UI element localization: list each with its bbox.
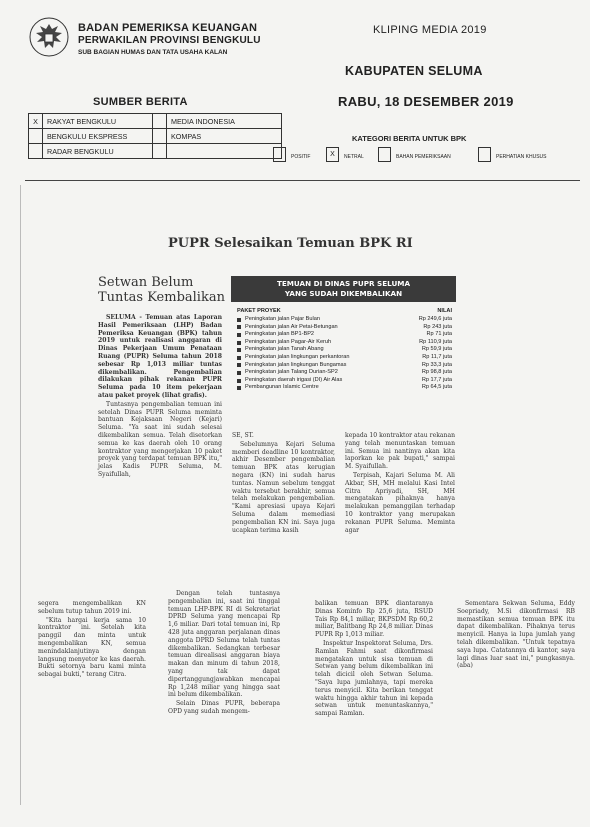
source-checkbox xyxy=(153,144,167,159)
category-checkbox xyxy=(378,147,391,162)
findings-infobox xyxy=(231,276,456,392)
org-name-block xyxy=(78,22,261,57)
category-item-positif xyxy=(273,147,310,162)
subhead-line: Setwan Belum xyxy=(98,275,194,290)
project-value: Rp 71 juta xyxy=(426,331,452,338)
project-name: Peningkatan jalan Pajar Bulan xyxy=(237,316,320,324)
project-value: Rp 243 juta xyxy=(423,323,452,330)
project-name: Peningkatan jalan Talang Durian-SP2 xyxy=(237,369,338,377)
category-title: KATEGORI BERITA UNTUK BPK xyxy=(352,134,467,143)
infobox-col-project: PAKET PROYEK xyxy=(237,308,281,314)
article-paragraph: balikan temuan BPK diantaranya Dinas Kominfo Rp 25,6 juta, RSUD Tais Rp 84,1 miliar, BKPSDM Rp 60,2 miliar, Balitbang Rp 24,8 miliar. Dinas PUPR Rp 1,013 miliar. xyxy=(315,600,433,639)
source-checkbox xyxy=(153,114,167,129)
table-row xyxy=(29,129,282,144)
category-item-perhatian-khusus xyxy=(478,147,546,162)
header-divider xyxy=(25,180,580,181)
infobox-header xyxy=(231,302,456,316)
infobox-row xyxy=(231,331,456,339)
infobox-row xyxy=(231,384,456,392)
article-paragraph: Tuntasnya pengembalian temuan ini setelah Dinas PUPR Seluma meminta bantuan Kejaksaan Negeri (Kejari) Seluma. "Ya saat ini sudah selesai dikembalikan semua. Telah disetorkan semua ke kas daerah oleh 10 orang kontraktor yang mengerjakan 10 paket proyek yang terdapat temuan BPK itu," jelas Kadis PUPR Seluma, M. Syaifullah, xyxy=(98,400,222,478)
category-item-bahan-pemeriksaan xyxy=(378,147,451,162)
source-checkbox xyxy=(153,129,167,144)
category-label: PERHATIAN KHUSUS xyxy=(496,154,547,160)
infobox-title-line: TEMUAN DI DINAS PUPR SELUMA xyxy=(276,279,411,288)
source-checkbox: X xyxy=(29,114,43,129)
project-value: Rp 98,8 juta xyxy=(421,369,452,376)
source-name: RADAR BENGKULU xyxy=(43,144,153,159)
infobox-row xyxy=(231,362,456,370)
source-checkbox xyxy=(29,129,43,144)
article-column-2 xyxy=(232,432,335,534)
source-name: RAKYAT BENGKULU xyxy=(43,114,153,129)
article-subhead xyxy=(98,276,225,306)
infobox-row xyxy=(231,346,456,354)
kliping-title: KLIPING MEDIA 2019 xyxy=(373,24,487,36)
infobox-title-line: YANG SUDAH DIKEMBALIKAN xyxy=(284,289,403,298)
infobox-title xyxy=(231,276,456,302)
infobox-row xyxy=(231,354,456,362)
project-value: Rp 33,3 juta xyxy=(421,361,452,368)
region-title: KABUPATEN SELUMA xyxy=(345,64,483,78)
subhead-line: Tuntas Kembalikan xyxy=(98,289,225,305)
sources-table xyxy=(28,113,282,159)
infobox-row xyxy=(231,339,456,347)
source-name: KOMPAS xyxy=(167,129,282,144)
article-paragraph: Selain Dinas PUPR, beberapa OPD yang sudah mengem- xyxy=(168,700,280,715)
article-paragraph: Inspektur Inspektorat Seluma, Drs. Ramlan Fahmi saat dikonfirmasi mengatakan untuk sisa temuan di Setwan yang belum dikembalikan ini telah dicicil oleh Setwan Seluma. "Saya lupa jumlahnya, tapi mereka terus menyicil. Kita berikan tenggat waktu hingga akhir tahun ini kepada setwan untuk menuntaskannya," sampai Ramlan. xyxy=(315,639,433,718)
project-name: Peningkatan jalan Pagar-Air Keruh xyxy=(237,339,331,347)
article-paragraph: Terpisah, Kajari Seluma M. Ali Akbar, SH, MH melalui Kasi Intel Citra Apriyadi, SH, MH mengatakan pihaknya hanya melakukan pemanggilan terhadap 10 kontraktor yang merupakan rekanan PUPR Seluma. Meminta agar xyxy=(345,471,455,534)
project-value: Rp 11,7 juta xyxy=(422,353,452,360)
source-name: MEDIA INDONESIA xyxy=(167,114,282,129)
article-paragraph: segera mengembalikan KN sebelum tutup tahun 2019 ini. xyxy=(38,600,146,615)
category-checkbox xyxy=(273,147,286,162)
project-name: Peningkatan jalan lingkungan perkantoran xyxy=(237,354,350,362)
article-column-4 xyxy=(38,600,146,679)
source-name xyxy=(167,144,282,159)
source-checkbox xyxy=(29,144,43,159)
infobox-row xyxy=(231,324,456,332)
clipping-edge xyxy=(20,185,21,805)
article-paragraph: Dengan telah tuntasnya pengembalian ini, saat ini tinggal temuan LHP-BPK RI di Sekretariat DPRD Seluma yang mencapai Rp 1,6 miliar. Dari total temuan ini, Rp 428 juta anggaran perjalanan dinas anggota DPRD Seluma telah tuntas dikembalikan. Sedangkan terbesar temuan direalisasi anggaran biaya makan dan minum di tahun 2018, yang tak dapat dipertanggungjawabkan mencapai Rp 1,248 miliar yang hingga saat ini belum dikembalikan. xyxy=(168,590,280,699)
infobox-col-value: NILAI xyxy=(437,308,452,314)
article-column-1 xyxy=(98,314,222,479)
category-item-netral xyxy=(326,147,364,162)
table-row xyxy=(29,114,282,129)
project-name: Peningkatan jalan Tanah Abang xyxy=(237,346,324,354)
article-paragraph: "Kita hargai kerja sama 10 kontraktor ini. Setelah kita panggil dan minta untuk mengembalikan KN, semua menindaklanjutinya dengan langsung menyetor ke kas daerah. Bukti setornya baru kami minta sebagai bukti," terang Citra. xyxy=(38,616,146,679)
project-name: Peningkatan jalan Air Petai-Betungan xyxy=(237,324,338,332)
table-row xyxy=(29,144,282,159)
article-paragraph: kepada 10 kontraktor atau rekanan yang telah menuntaskan temuan ini. Semua ini nantinya akan kita laporkan ke pak bupati," sampai M. Syaifullah. xyxy=(345,432,455,471)
category-checkbox: X xyxy=(326,147,339,162)
clipping-date: RABU, 18 DESEMBER 2019 xyxy=(338,94,514,109)
project-value: Rp 64,5 juta xyxy=(421,384,452,391)
project-value: Rp 249,6 juta xyxy=(418,316,452,322)
category-label: POSITIF xyxy=(291,154,311,160)
infobox-row xyxy=(231,316,456,324)
project-name: Peningkatan jalan BP1-BP2 xyxy=(237,331,314,339)
source-name: BENGKULU EKSPRESS xyxy=(43,129,153,144)
project-value: Rp 59,9 juta xyxy=(421,346,452,353)
project-value: Rp 17,7 juta xyxy=(421,376,452,383)
infobox-row xyxy=(231,377,456,385)
category-label: BAHAN PEMERIKSAAN xyxy=(396,154,451,160)
category-checkbox xyxy=(478,147,491,162)
article-column-3 xyxy=(345,432,455,534)
article-column-5 xyxy=(168,590,280,716)
article-column-6 xyxy=(315,600,433,718)
project-name: Peningkatan jalan lingkungan Bungamas xyxy=(237,362,346,370)
article-column-7 xyxy=(457,600,575,670)
org-line-2: PERWAKILAN PROVINSI BENGKULU xyxy=(78,34,261,46)
article-paragraph: Sementara Sekwan Seluma, Eddy Soepriady, M.Si dikonfirmasi RB memastikan semua temuan BPK itu dapat dikembalikan. Pihaknya terus menyicil. Hanya ia lupa jumlah yang telah dikembalikan. "Untuk tepatnya saya lupa. Catatannya di kantor, saya lagi dinas luar saat ini," pungkasnya.(aba) xyxy=(457,600,575,670)
article-paragraph: Sebelumnya Kejari Seluma memberi deadline 10 kontraktor, akhir Desember pengembalian temuan BPK atas kerugian negara (KN) ini sudah harus tuntas. Namun sebelum tenggat waktu tersebut berakhir, semua telah melakukan pengembalian. "Kami apresiasi upaya Kejari Seluma dalam memediasi pengembalian KN ini. Saya juga ucapkan terima kasih xyxy=(232,440,335,534)
infobox-row xyxy=(231,369,456,377)
project-name: Peningkatan daerah irigasi (DI) Air Alas xyxy=(237,377,342,385)
project-value: Rp 110,9 juta xyxy=(419,338,452,345)
project-name: Pembangunan Islamic Centre xyxy=(237,384,319,392)
category-label: NETRAL xyxy=(344,154,364,160)
org-line-1: BADAN PEMERIKSA KEUANGAN xyxy=(78,22,258,34)
article-headline: PUPR Selesaikan Temuan BPK RI xyxy=(168,236,413,251)
article-paragraph: SE, ST. xyxy=(232,432,254,439)
garuda-emblem-icon xyxy=(28,16,70,58)
sources-title: SUMBER BERITA xyxy=(93,96,188,108)
article-paragraph: SELUMA - Temuan atas Laporan Hasil Pemeriksaan (LHP) Badan Pemeriksa Keuangan (BPK) tahun 2019 untuk realisasi anggaran di Dinas Pekerjaan Umum Penataan Ruang (PUPR) Seluma tahun 2018 sebesar Rp 1,013 miliar tuntas dikembalikan. Pengembalian dilakukan pihak rekanan PUPR Seluma pada 10 item pekerjaan atau paket proyek (lihat grafis). xyxy=(98,314,222,399)
org-line-3: SUB BAGIAN HUMAS DAN TATA USAHA KALAN xyxy=(78,49,228,57)
